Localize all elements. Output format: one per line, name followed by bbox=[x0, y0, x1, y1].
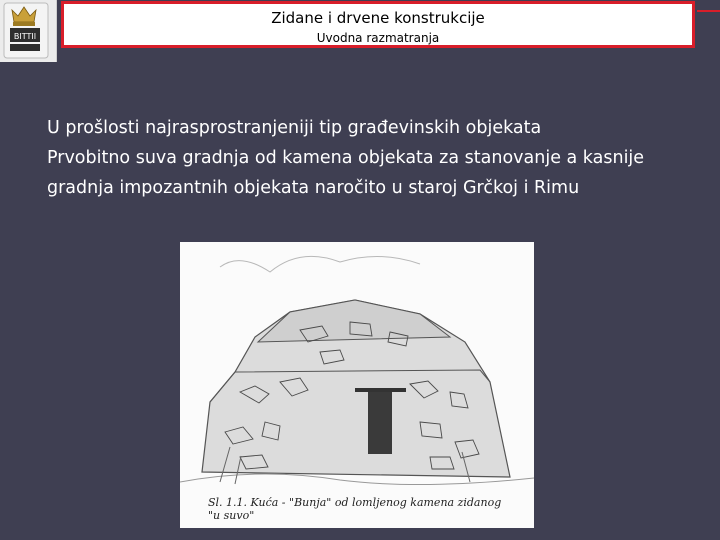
slide-header bbox=[61, 1, 695, 48]
body-paragraph-1: U prošlosti najrasprostranjeniji tip građevinskih objekata bbox=[47, 118, 542, 138]
body-paragraph-2: Prvobitno suva gradnja od kamena objekata za stanovanje a kasnije gradnja impozantnih objekata naročito u staroj Grčkoj i Rimu bbox=[47, 148, 645, 198]
slide-title: Zidane i drvene konstrukcije bbox=[271, 9, 485, 27]
figure-caption: Sl. 1.1. Kuća - "Bunja" od lomljenog kamena zidanog "u suvo" bbox=[208, 496, 502, 522]
slide-body bbox=[47, 113, 697, 203]
svg-text:BITTII: BITTII bbox=[13, 32, 37, 41]
header-accent-line bbox=[697, 10, 720, 12]
institution-logo bbox=[0, 0, 57, 62]
bunja-stone-hut-image bbox=[180, 242, 534, 528]
logo-emblem-icon bbox=[0, 0, 56, 62]
stone-hut-illustration bbox=[180, 242, 534, 528]
slide-subtitle: Uvodna razmatranja bbox=[316, 31, 440, 45]
